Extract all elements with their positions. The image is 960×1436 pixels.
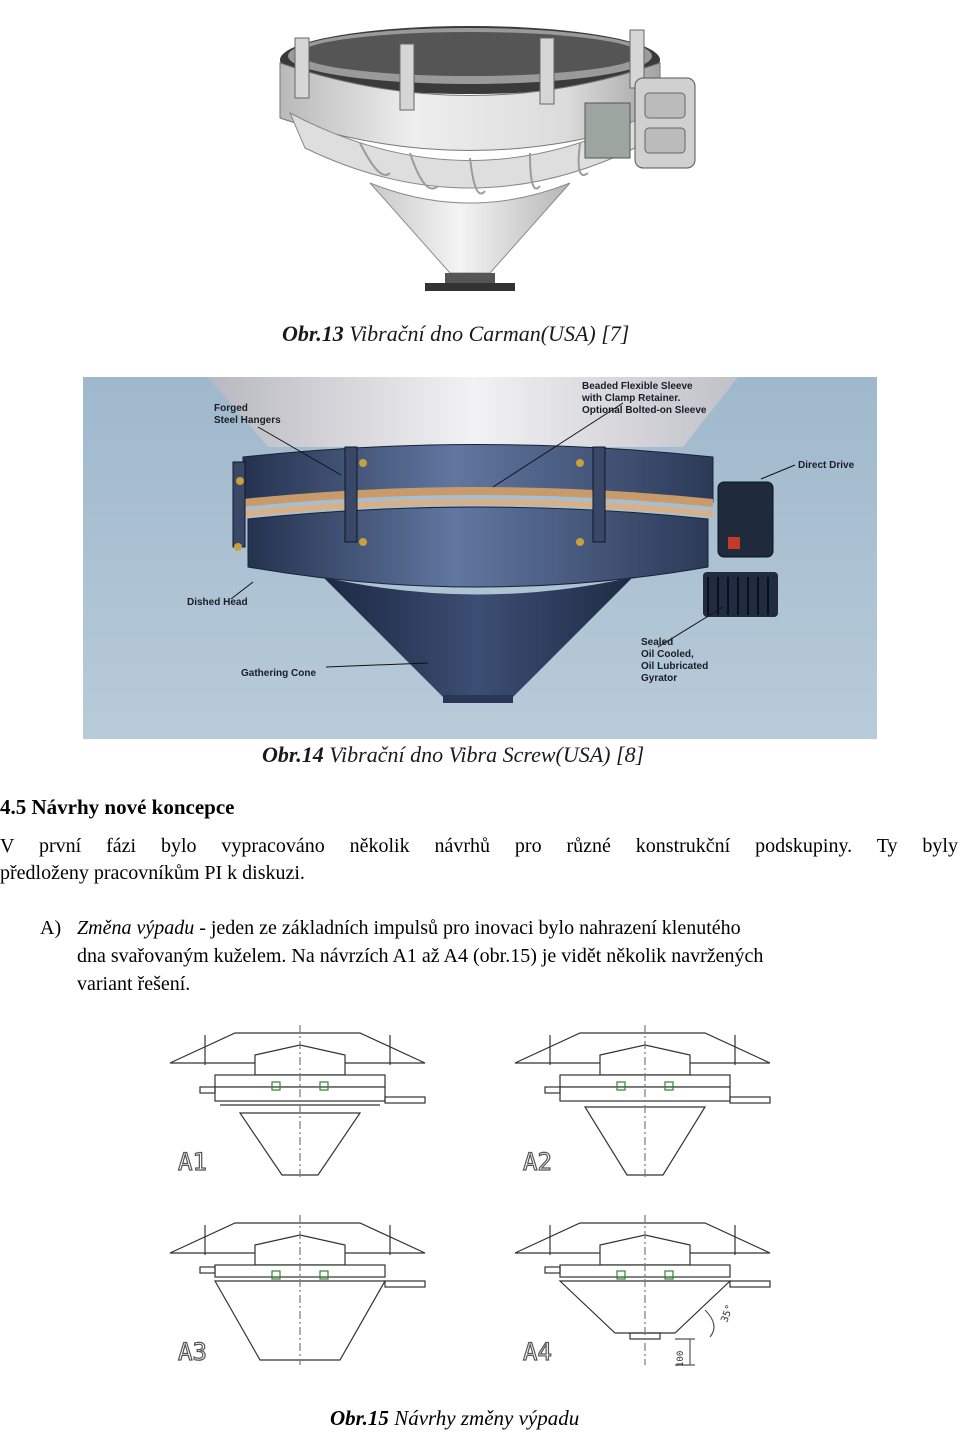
callout-gyrator-line1: Sealed (641, 637, 674, 648)
list-item-line-2: dna svařovaným kuželem. Na návrzích A1 až A4 (obr.15) je vidět několik navržených (77, 945, 764, 967)
figure-14-caption (262, 742, 644, 768)
callout-gyrator-line3: Oil Lubricated (641, 661, 709, 672)
paragraph-line-2: předloženy pracovníkům PI k diskuzi. (0, 862, 305, 884)
variant-a4-angle-dimension: 35° (719, 1303, 736, 1325)
figure-14-image (83, 377, 877, 739)
variant-a3-drawing (170, 1215, 425, 1366)
figure-13-caption-number: Obr.13 (282, 321, 344, 346)
callout-forged-line1: Forged (214, 403, 248, 414)
callout-gathering-cone: Gathering Cone (241, 668, 317, 679)
variant-a4-height-dimension: 100 (676, 1350, 686, 1367)
callout-dished-head: Dished Head (187, 597, 248, 608)
variant-a3-label: A3 (178, 1338, 207, 1366)
figure-15-caption (330, 1406, 579, 1431)
callout-sleeve-line2: with Clamp Retainer. (582, 393, 681, 404)
figure-13-caption (282, 321, 629, 347)
callout-gyrator-line4: Gyrator (641, 673, 678, 684)
figure-14-caption-number: Obr.14 (262, 742, 324, 767)
section-heading: 4.5 Návrhy nové koncepce (0, 795, 235, 819)
figure-14-caption-text: Vibrační dno Vibra Screw(USA) [8] (323, 742, 645, 767)
callout-direct-drive: Direct Drive (798, 460, 855, 471)
callout-gyrator-line2: Oil Cooled, (641, 649, 694, 660)
list-item-line-3: variant řešení. (77, 973, 191, 995)
figure-13-caption-text: Vibrační dno Carman(USA) [7] (343, 321, 630, 346)
paragraph-line-1: V první fázi bylo vypracováno několik návrhů pro různé konstrukční podskupiny. Ty byly (0, 835, 958, 857)
figure-15-drawings (160, 1025, 800, 1375)
callout-sleeve-line1: Beaded Flexible Sleeve (582, 381, 693, 392)
variant-a2-label: A2 (523, 1148, 552, 1176)
figure-13-image (240, 8, 750, 308)
list-item-line-1-text: - jeden ze základních impulsů pro inovaci bylo nahrazení klenutého (194, 917, 741, 939)
variant-a2-drawing (515, 1025, 770, 1180)
variant-a4-drawing (515, 1215, 770, 1367)
figure-15-caption-number: Obr.15 (330, 1406, 389, 1430)
variant-a1-label: A1 (178, 1148, 207, 1176)
callout-sleeve-line3: Optional Bolted-on Sleeve (582, 405, 707, 416)
callout-forged-line2: Steel Hangers (214, 415, 281, 426)
figure-15-caption-text: Návrhy změny výpadu (388, 1406, 580, 1430)
variant-a4-label: A4 (523, 1338, 552, 1366)
list-item-marker: A) (40, 917, 62, 939)
list-item-line-1 (77, 915, 741, 942)
variant-a1-drawing (170, 1025, 425, 1180)
list-item-title: Změna výpadu (77, 917, 195, 939)
